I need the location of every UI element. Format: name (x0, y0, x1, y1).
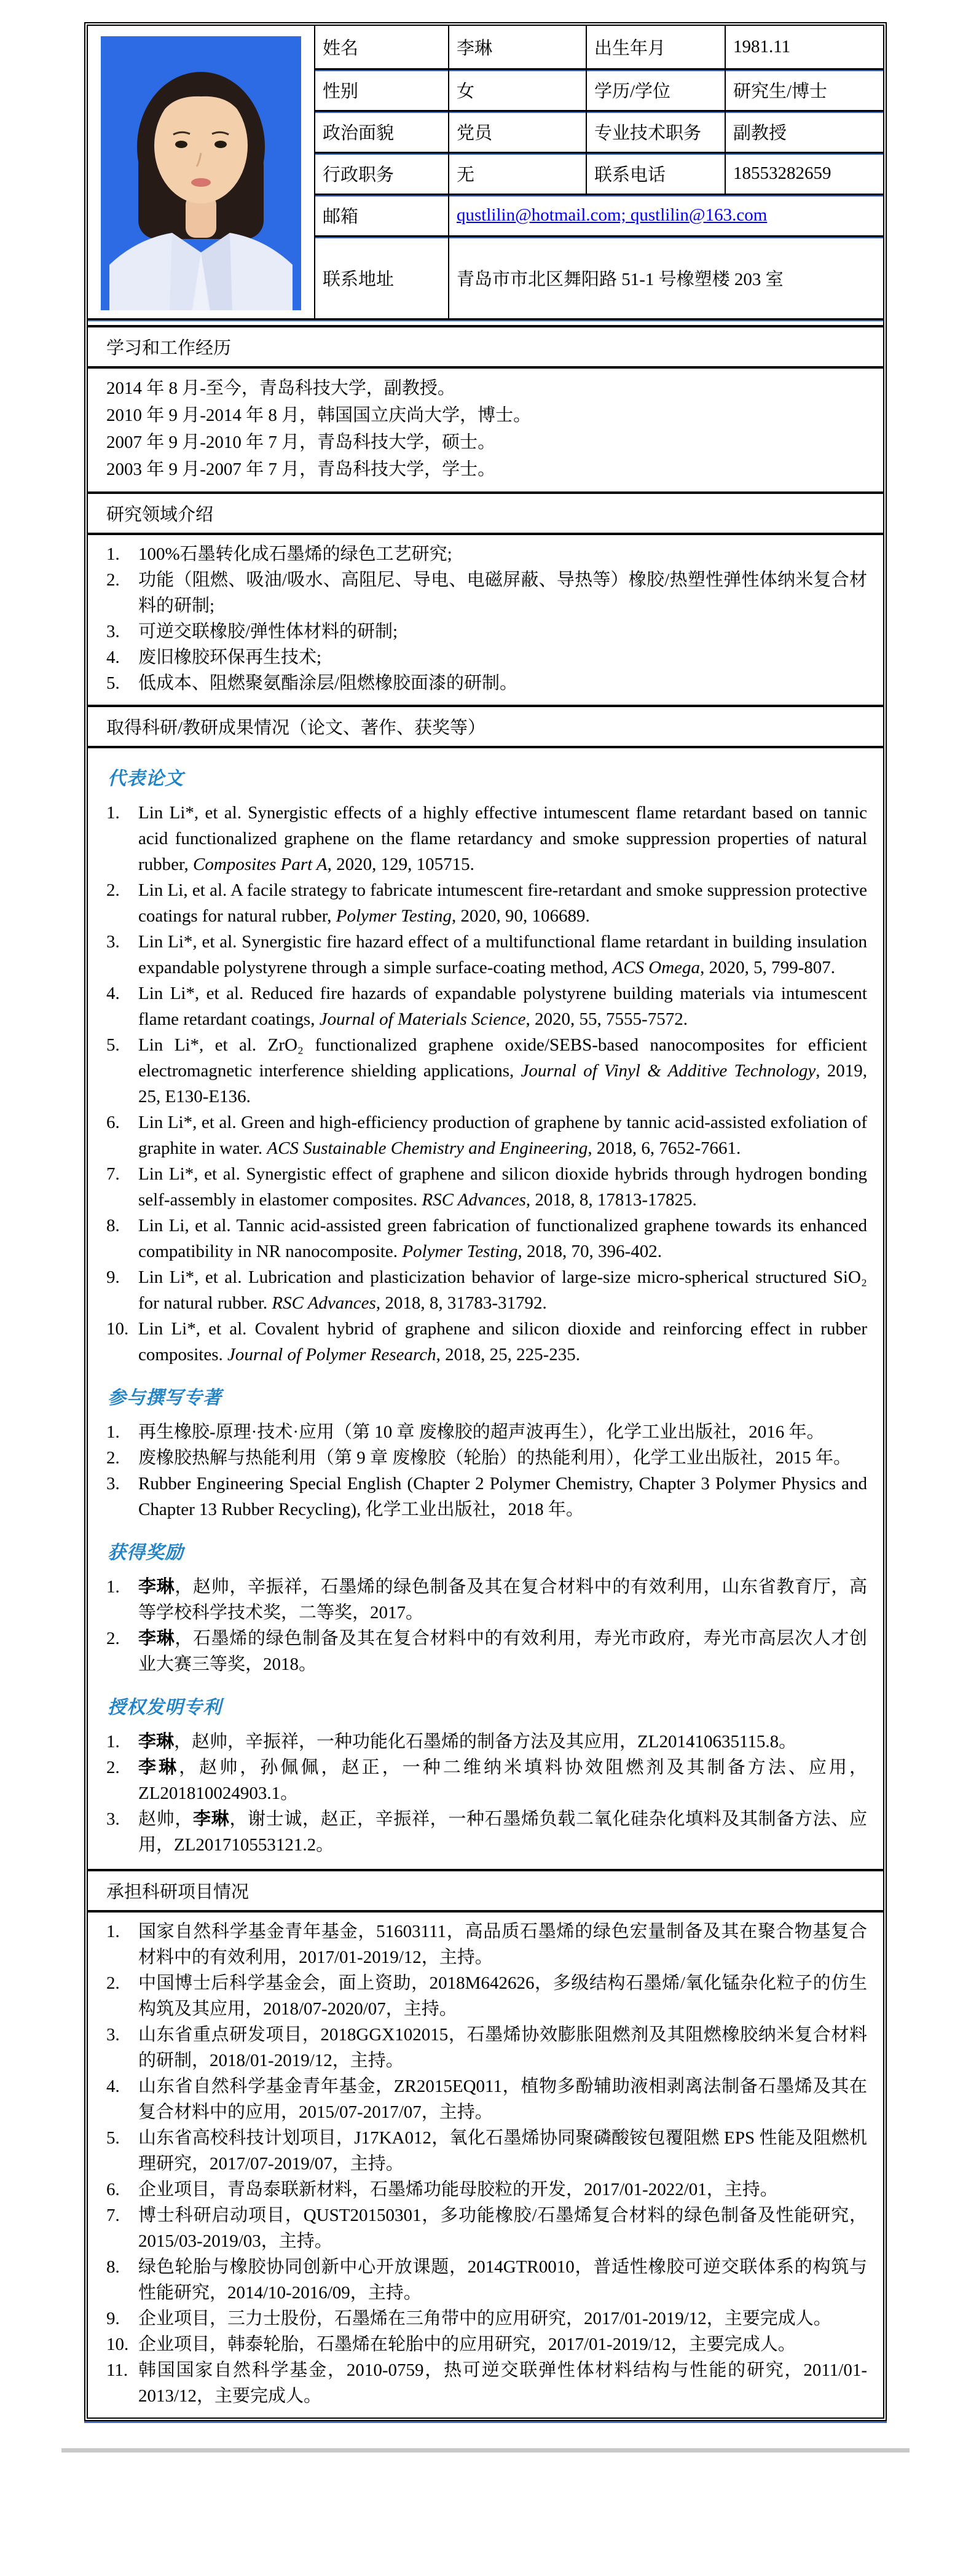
list-item: 3. Lin Li*, et al. Synergistic fire hazard effect of a multifunctional flame retardant in building insulation expandable polystyrene through a simple surface-coating method, ACS Omega, 2020, 5, 799-807. (106, 932, 867, 977)
list-item: 1. 再生橡胶-原理·技术·应用（第 10 章 废橡胶的超声波再生），化学工业出版社，2016 年。 (106, 1422, 825, 1442)
admin-post-value: 无 (448, 154, 586, 195)
degree-label: 学历/学位 (586, 70, 725, 112)
address-value: 青岛市市北区舞阳路 51-1 号橡塑楼 203 室 (448, 237, 883, 318)
professional-title-label: 专业技术职务 (586, 112, 725, 154)
list-item: 1. 李琳，赵帅，辛振祥，石墨烯的绿色制备及其在复合材料中的有效利用，山东省教育厅，高等学校科学技术奖，二等奖，2017。 (106, 1577, 867, 1623)
photo-cell (88, 26, 314, 318)
section-body-achievements (88, 748, 883, 1869)
name-label: 姓名 (314, 26, 448, 70)
list-item: 3. 赵帅，李琳，谢士诚，赵正，辛振祥，一种石墨烯负载二氧化硅杂化填料及其制备方法、应用，ZL201710553121.2。 (106, 1809, 867, 1855)
professional-title-value: 副教授 (725, 112, 883, 154)
list-item: 2. 功能（阻燃、吸油/吸水、高阻尼、导电、电磁屏蔽、导热等）橡胶/热塑性弹性体纳米复合材料的研制; (106, 570, 867, 616)
email-cell (448, 195, 883, 237)
list-item: 8. Lin Li, et al. Tannic acid-assisted green fabrication of functionalized graphene towards its enhanced compatibility in NR nanocomposite. Polymer Testing, 2018, 70, 396-402. (106, 1216, 867, 1261)
political-status-value: 党员 (448, 112, 586, 154)
list-item: 2. 废橡胶热解与热能利用（第 9 章 废橡胶（轮胎）的热能利用），化学工业出版社，2015 年。 (106, 1448, 852, 1468)
personal-info-table (88, 26, 883, 320)
list-item: 2. Lin Li, et al. A facile strategy to fabricate intumescent fire-retardant and smoke suppression protective coatings for natural rubber, Polymer Testing, 2020, 90, 106689. (106, 880, 867, 926)
email-link[interactable]: qustlilin@hotmail.com; qustlilin@163.com (457, 205, 768, 225)
gender-label: 性别 (314, 70, 448, 112)
awards-heading: 获得奖励 (108, 1543, 184, 1563)
admin-post-label: 行政职务 (314, 154, 448, 195)
section-title-achievements: 取得科研/教研成果情况（论文、著作、获奖等） (88, 705, 883, 748)
list-item: 9. 企业项目，三力士股份，石墨烯在三角带中的应用研究，2017/01-2019/12，主要完成人。 (106, 2309, 831, 2328)
books-heading: 参与撰写专著 (108, 1388, 222, 1408)
page-bottom-divider (61, 2448, 910, 2453)
gender-value: 女 (448, 70, 586, 112)
address-label: 联系地址 (314, 237, 448, 318)
experience-lines (106, 375, 867, 483)
list-item: 3. 可逆交联橡胶/弹性体材料的研制; (106, 622, 398, 641)
phone-label: 联系电话 (586, 154, 725, 195)
list-item: 1. 100%石墨转化成石墨烯的绿色工艺研究; (106, 544, 452, 564)
birth-value: 1981.11 (725, 26, 883, 70)
list-item: 2014 年 8 月-至今，青岛科技大学，副教授。 (106, 378, 455, 398)
cv-document (84, 22, 887, 2421)
list-item: 4. 山东省自然科学基金青年基金，ZR2015EQ011，植物多酚辅助液相剥离法制备石墨烯及其在复合材料中的应用，2015/07-2017/07，主持。 (106, 2077, 867, 2122)
list-item: 5. 低成本、阻燃聚氨酯涂层/阻燃橡胶面漆的研制。 (106, 673, 518, 693)
papers-list (106, 800, 867, 1368)
profile-photo (101, 36, 301, 310)
phone-value: 18553282659 (725, 154, 883, 195)
list-item: 1. 李琳，赵帅，辛振祥，一种功能化石墨烯的制备方法及其应用，ZL201410635115.8。 (106, 1732, 797, 1752)
research-field-list (106, 541, 867, 696)
list-item: 6. 企业项目，青岛泰联新材料，石墨烯功能母胶粒的开发，2017/01-2022/01，主持。 (106, 2180, 778, 2199)
list-item: 3. Rubber Engineering Special English (Chapter 2 Polymer Chemistry, Chapter 3 Polymer Physics and Chapter 13 Rubber Recycling), 化学工业出版社，2018 年。 (106, 1474, 867, 1519)
list-item: 4. 废旧橡胶环保再生技术; (106, 648, 322, 667)
list-item: 1. Lin Li*, et al. Synergistic effects of a highly effective intumescent flame retardant based on tannic acid functionalized graphene on the flame retardancy and smoke suppression properties of natural rubber, Composites Part A, 2020, 129, 105715. (106, 803, 867, 874)
projects-list (106, 1919, 867, 2409)
section-body-projects (88, 1912, 883, 2417)
degree-value: 研究生/博士 (725, 70, 883, 112)
section-body-research-fields (88, 535, 883, 705)
list-item: 8. 绿色轮胎与橡胶协同创新中心开放课题，2014GTR0010，普适性橡胶可逆交联体系的构筑与性能研究，2014/10-2016/09，主持。 (106, 2257, 867, 2303)
name-value: 李琳 (448, 26, 586, 70)
papers-heading: 代表论文 (108, 769, 184, 789)
list-item: 2010 年 9 月-2014 年 8 月，韩国国立庆尚大学，博士。 (106, 405, 532, 425)
section-body-experience (88, 369, 883, 491)
list-item: 7. 博士科研启动项目，QUST20150301，多功能橡胶/石墨烯复合材料的绿色制备及性能研究，2015/03-2019/03，主持。 (106, 2206, 867, 2251)
list-item: 5. 山东省高校科技计划项目，J17KA012，氧化石墨烯协同聚磷酸铵包覆阻燃 EPS 性能及阻燃机理研究，2017/07-2019/07，主持。 (106, 2128, 867, 2174)
list-item: 1. 国家自然科学基金青年基金，51603111，高品质石墨烯的绿色宏量制备及其在聚合物基复合材料中的有效利用，2017/01-2019/12，主持。 (106, 1922, 867, 1967)
list-item: 11. 韩国国家自然科学基金，2010-0759，热可逆交联弹性体材料结构与性能的研究，2011/01-2013/12，主要完成人。 (106, 2360, 867, 2406)
list-item: 4. Lin Li*, et al. Reduced fire hazards of expandable polystyrene building materials via intumescent flame retardant coatings, Journal of Materials Science, 2020, 55, 7555-7572. (106, 984, 867, 1029)
list-item: 9. Lin Li*, et al. Lubrication and plasticization behavior of large-size micro-spherical structured SiO₂ for natural rubber. RSC Advances, 2018, 8, 31783-31792. (106, 1267, 867, 1313)
list-item: 2003 年 9 月-2007 年 7 月，青岛科技大学，学士。 (106, 460, 496, 479)
birth-label: 出生年月 (586, 26, 725, 70)
list-item: 3. 山东省重点研发项目，2018GGX102015，石墨烯协效膨胀阻燃剂及其阻燃橡胶纳米复合材料的研制，2018/01-2019/12，主持。 (106, 2025, 867, 2070)
books-list (106, 1419, 867, 1522)
list-item: 2. 中国博士后科学基金会，面上资助，2018M642626，多级结构石墨烯/氧化锰杂化粒子的仿生构筑及其应用，2018/07-2020/07，主持。 (106, 1973, 867, 2019)
political-status-label: 政治面貌 (314, 112, 448, 154)
list-item: 7. Lin Li*, et al. Synergistic effect of graphene and silicon dioxide hybrids through hydrogen bonding self-assembly in elastomer composites. RSC Advances, 2018, 8, 17813-17825. (106, 1164, 867, 1210)
awards-list (106, 1574, 867, 1677)
patents-list (106, 1729, 867, 1858)
list-item: 10. Lin Li*, et al. Covalent hybrid of graphene and silicon dioxide and reinforcing effect in rubber composites. Journal of Polymer Research, 2018, 25, 225-235. (106, 1319, 867, 1364)
list-item: 2. 李琳，赵帅，孙佩佩，赵正，一种二维纳米填料协效阻燃剂及其制备方法、应用，ZL201810024903.1。 (106, 1758, 867, 1803)
list-item: 6. Lin Li*, et al. Green and high-efficiency production of graphene by tannic acid-assisted exfoliation of graphite in water. ACS Sustainable Chemistry and Engineering, 2018, 6, 7652-7661. (106, 1113, 867, 1158)
list-item: 2. 李琳，石墨烯的绿色制备及其在复合材料中的有效利用，寿光市政府，寿光市高层次人才创业大赛三等奖，2018。 (106, 1629, 867, 1674)
email-label: 邮箱 (314, 195, 448, 237)
list-item: 2007 年 9 月-2010 年 7 月，青岛科技大学，硕士。 (106, 433, 496, 452)
section-title-experience: 学习和工作经历 (88, 325, 883, 369)
section-title-research-fields: 研究领域介绍 (88, 491, 883, 535)
list-item: 10. 企业项目，韩泰轮胎，石墨烯在轮胎中的应用研究，2017/01-2019/12，主要完成人。 (106, 2335, 796, 2354)
patents-heading: 授权发明专利 (108, 1697, 222, 1718)
section-title-projects: 承担科研项目情况 (88, 1869, 883, 1912)
list-item: 5. Lin Li*, et al. ZrO₂ functionalized graphene oxide/SEBS-based nanocomposites for efficient electromagnetic interference shielding applications, Journal of Vinyl & Additive Technology, 2019, 25, E130-E136. (106, 1035, 868, 1106)
